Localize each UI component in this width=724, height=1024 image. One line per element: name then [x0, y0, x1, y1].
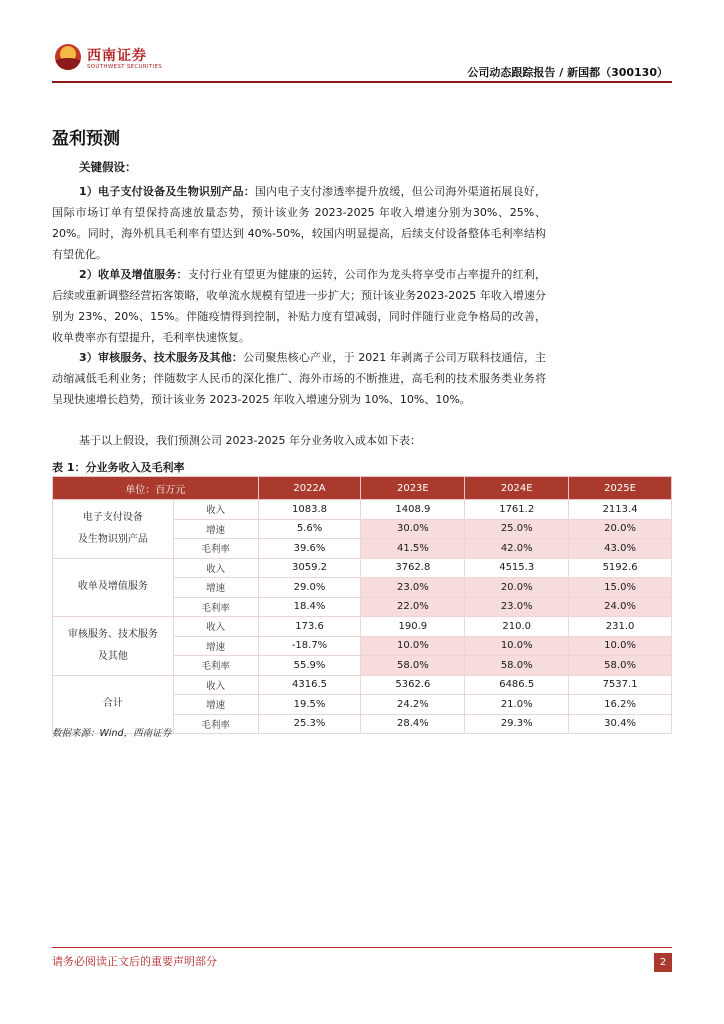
table-cell: 58.0% — [569, 656, 672, 676]
metric-label: 收入 — [173, 558, 258, 578]
table-cell: 173.6 — [258, 617, 361, 637]
table-cell: 2113.4 — [569, 500, 672, 520]
table-cell: 22.0% — [361, 597, 465, 617]
paragraph-payment-devices — [52, 181, 546, 265]
paragraph-forecast-intro: 基于以上假设，我们预测公司 2023-2025 年分业务收入成本如下表： — [79, 434, 421, 447]
table-header-row — [53, 477, 672, 500]
header-divider — [52, 81, 672, 83]
table-cell: 4515.3 — [465, 558, 569, 578]
revenue-margin-table — [52, 476, 672, 734]
table-cell: 231.0 — [569, 617, 672, 637]
segment-name — [53, 617, 174, 676]
table-cell: 6486.5 — [465, 675, 569, 695]
paragraph-lead: 3）审核服务、技术服务及其他： — [79, 351, 244, 364]
segment-name-line: 审核服务、技术服务 — [67, 628, 158, 640]
metric-label: 收入 — [173, 500, 258, 520]
table-cell: 25.3% — [258, 714, 361, 734]
table-cell: 20.0% — [569, 519, 672, 539]
data-source: 数据来源：Wind，西南证券 — [52, 728, 172, 739]
metric-label: 增速 — [173, 695, 258, 715]
table-cell: 4316.5 — [258, 675, 361, 695]
paragraph-tech-services — [52, 347, 546, 410]
paragraph-lead: 2）收单及增值服务： — [79, 268, 188, 281]
table-cell: 21.0% — [465, 695, 569, 715]
table-title: 表 1：分业务收入及毛利率 — [52, 461, 185, 474]
table-cell: -18.7% — [258, 636, 361, 656]
segment-name-line: 收单及增值服务 — [77, 581, 148, 593]
paragraph-lead: 1）电子支付设备及生物识别产品： — [79, 185, 255, 198]
page-header — [0, 0, 724, 84]
table-cell: 7537.1 — [569, 675, 672, 695]
table-cell: 210.0 — [465, 617, 569, 637]
metric-label: 毛利率 — [173, 656, 258, 676]
table-cell: 58.0% — [465, 656, 569, 676]
table-cell: 39.6% — [258, 539, 361, 559]
metric-label: 增速 — [173, 636, 258, 656]
paragraph-text: 公司聚焦核心产业，于 2021 年剥离子公司万联科技通信，主动缩减低毛利业务；伴随数字人民币的深化推广、海外市场的不断推进，高毛利的技术服务类业务将呈现快速增长趋势，预计该业务 2023-2025 年收入增速分别为 10%、10%、10%。 — [52, 351, 546, 406]
paragraph-text: 支付行业有望更为健康的运转，公司作为龙头将享受市占率提升的红利，后续或重新调整经营拓客策略，收单流水规模有望进一步扩大；预计该业务2023-2025 年收入增速分别为 23%、20%、15%。伴随疫情得到控制，补贴力度有望减弱，同时伴随行业竞争格局的改善，收单费率亦有望提升，毛利率快速恢复。 — [52, 268, 547, 344]
metric-label: 毛利率 — [173, 539, 258, 559]
metric-label: 收入 — [173, 617, 258, 637]
table-cell: 29.3% — [465, 714, 569, 734]
table-cell: 10.0% — [465, 636, 569, 656]
table-cell: 190.9 — [361, 617, 465, 637]
table-cell: 5192.6 — [569, 558, 672, 578]
page-number: 2 — [654, 953, 672, 972]
table-cell: 10.0% — [361, 636, 465, 656]
table-cell: 19.5% — [258, 695, 361, 715]
year-header: 2022A — [258, 477, 361, 500]
table-cell: 18.4% — [258, 597, 361, 617]
table-cell: 20.0% — [465, 578, 569, 598]
table-cell: 15.0% — [569, 578, 672, 598]
southwest-securities-logo-icon — [55, 44, 81, 70]
assumptions-title: 关键假设： — [79, 160, 137, 174]
table-row — [53, 675, 672, 695]
year-header: 2025E — [569, 477, 672, 500]
table-row — [53, 617, 672, 637]
table-row — [53, 500, 672, 520]
footer-disclaimer: 请务必阅读正文后的重要声明部分 — [52, 955, 217, 968]
segment-name-line: 合计 — [102, 698, 123, 710]
segment-name-line: 及其他 — [97, 650, 128, 662]
table-cell: 41.5% — [361, 539, 465, 559]
table-cell: 10.0% — [569, 636, 672, 656]
table-cell: 3762.8 — [361, 558, 465, 578]
year-header: 2024E — [465, 477, 569, 500]
table-row — [53, 558, 672, 578]
table-cell: 24.0% — [569, 597, 672, 617]
table-cell: 58.0% — [361, 656, 465, 676]
table-cell: 29.0% — [258, 578, 361, 598]
year-header: 2023E — [361, 477, 465, 500]
unit-header: 单位：百万元 — [53, 477, 259, 500]
table-cell: 5.6% — [258, 519, 361, 539]
metric-label: 增速 — [173, 578, 258, 598]
table-cell: 23.0% — [465, 597, 569, 617]
brand-name: 西南证券 — [87, 48, 147, 64]
metric-label: 毛利率 — [173, 597, 258, 617]
table-cell: 23.0% — [361, 578, 465, 598]
table-cell: 3059.2 — [258, 558, 361, 578]
table-cell: 16.2% — [569, 695, 672, 715]
table-cell: 24.2% — [361, 695, 465, 715]
table-cell: 30.4% — [569, 714, 672, 734]
report-title: 公司动态跟踪报告 / 新国都（300130） — [467, 66, 668, 79]
table-cell: 55.9% — [258, 656, 361, 676]
table-cell: 42.0% — [465, 539, 569, 559]
segment-name — [53, 558, 174, 617]
brand-name-en: SOUTHWEST SECURITIES — [87, 64, 163, 70]
metric-label: 增速 — [173, 519, 258, 539]
segment-name — [53, 500, 174, 559]
table-cell: 1408.9 — [361, 500, 465, 520]
table-cell: 30.0% — [361, 519, 465, 539]
section-title: 盈利预测 — [52, 129, 120, 149]
table-cell: 1761.2 — [465, 500, 569, 520]
segment-name-line: 电子支付设备 — [82, 511, 143, 523]
table-cell: 5362.6 — [361, 675, 465, 695]
segment-name-line: 及生物识别产品 — [77, 533, 148, 545]
metric-label: 收入 — [173, 675, 258, 695]
footer-divider — [52, 947, 672, 948]
metric-label: 毛利率 — [173, 714, 258, 734]
table-cell: 25.0% — [465, 519, 569, 539]
paragraph-acquiring — [52, 264, 546, 348]
table-cell: 43.0% — [569, 539, 672, 559]
paragraph-text: 国内电子支付渗透率提升放缓，但公司海外渠道拓展良好，国际市场订单有望保持高速放量态势，预计该业务 2023-2025 年收入增速分别为30%、25%、20%。同时，海外机具毛利率有望达到 40%-50%，较国内明显提高，后续支付设备整体毛利率结构有望优化。 — [52, 185, 547, 261]
table-cell: 1083.8 — [258, 500, 361, 520]
table-cell: 28.4% — [361, 714, 465, 734]
